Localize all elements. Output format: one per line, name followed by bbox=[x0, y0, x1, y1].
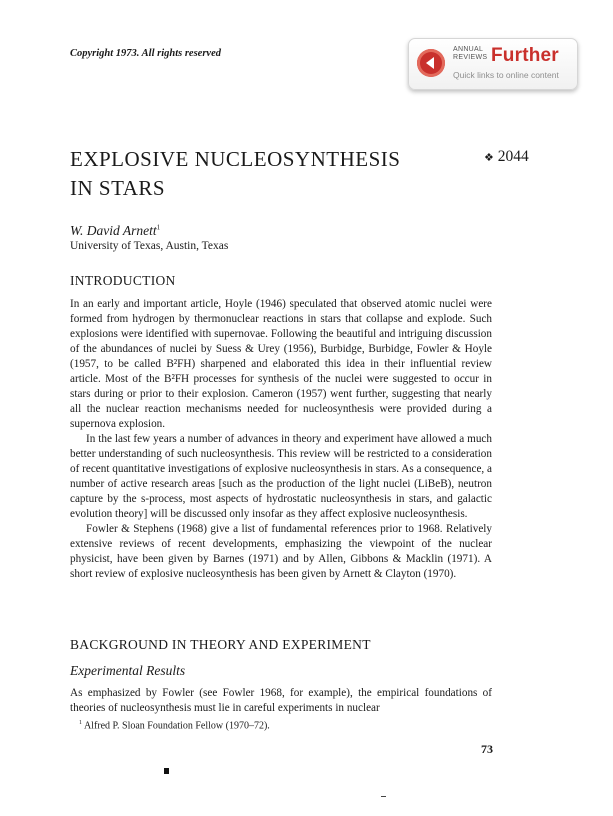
diamond-ornament-icon: ❖ bbox=[484, 152, 494, 164]
badge-brand: Further bbox=[491, 45, 559, 66]
footnote-text: Alfred P. Sloan Foundation Fellow (1970–72). bbox=[83, 720, 270, 732]
experimental-body bbox=[70, 686, 492, 716]
author-affiliation: University of Texas, Austin, Texas bbox=[70, 240, 229, 252]
article-number bbox=[484, 148, 529, 166]
section-heading-introduction: INTRODUCTION bbox=[70, 273, 176, 288]
scan-dash-mark bbox=[381, 796, 386, 797]
annual-reviews-further-link[interactable] bbox=[408, 38, 578, 90]
paragraph: As emphasized by Fowler (see Fowler 1968, for example), the empirical foundations of theories of nucleosynthesis must lie in careful experiments in nuclear bbox=[70, 687, 492, 714]
article-number-value: 2044 bbox=[497, 148, 529, 165]
title-line-2: IN STARS bbox=[70, 176, 166, 200]
footnote bbox=[79, 720, 270, 731]
left-arrow-icon bbox=[417, 49, 445, 77]
copyright-notice: Copyright 1973. All rights reserved bbox=[70, 48, 221, 59]
footnote-mark: 1 bbox=[79, 720, 82, 726]
badge-line-reviews: REVIEWS bbox=[453, 54, 488, 61]
paragraph: In the last few years a number of advances in theory and experiment have allowed a much better understanding of such nucleosynthesis. This review will be restricted to a consideration of recent quantitative investigations of explosive nucleosynthesis in stars. As a consequence, a number of active research areas [such as the production of the light nuclei (LiBeB), neutron capture by the s-process, most aspects of hydrostatic nucleosynthesis in stars, and galactic evolution theory] will be discussed only insofar as they affect explosive nucleosynthesis. bbox=[70, 433, 492, 520]
badge-publisher-label bbox=[453, 46, 487, 62]
page-number: 73 bbox=[481, 742, 493, 756]
article-title bbox=[70, 145, 450, 203]
paragraph: In an early and important article, Hoyle (1946) speculated that observed atomic nuclei were formed from hydrogen by thermonuclear reactions in stars that collapse and explode. Such explosions were identified with supernovae. Following the beautiful and intriguing discussion of the abundances of nuclei by Suess & Urey (1956), Burbidge, Burbidge, Fowler & Hoyle (1957, to be called B²FH) sharpened and elaborated this idea in their influential review article. Most of the B²FH processes for synthesis of the nuclei were suggested to occur in stars during or prior to their explosion. Cameron (1957) went further, suggesting that nearly all the nuclear reaction mechanisms needed for nucleosynthesis were provided during a supernova explosion. bbox=[70, 298, 492, 430]
subsection-heading-experimental-results: Experimental Results bbox=[70, 663, 186, 678]
badge-line-annual: ANNUAL bbox=[453, 46, 484, 53]
scan-mark bbox=[164, 768, 169, 774]
paragraph: Fowler & Stephens (1968) give a list of fundamental references prior to 1968. Relatively extensive reviews of recent developments, emphasizing the viewpoint of the nuclear physicist, have been given by Barnes (1971) and by Allen, Gibbons & Macklin (1971). A short review of explosive nucleosynthesis has been given by Arnett & Clayton (1970). bbox=[70, 523, 492, 580]
title-line-1: EXPLOSIVE NUCLEOSYNTHESIS bbox=[70, 147, 401, 171]
author-footnote-mark: 1 bbox=[156, 223, 161, 232]
author-name bbox=[70, 223, 160, 239]
author-name-text: W. David Arnett bbox=[70, 223, 157, 238]
section-heading-background: BACKGROUND IN THEORY AND EXPERIMENT bbox=[70, 637, 371, 652]
badge-tagline: Quick links to online content bbox=[453, 70, 559, 80]
introduction-body bbox=[70, 297, 492, 582]
